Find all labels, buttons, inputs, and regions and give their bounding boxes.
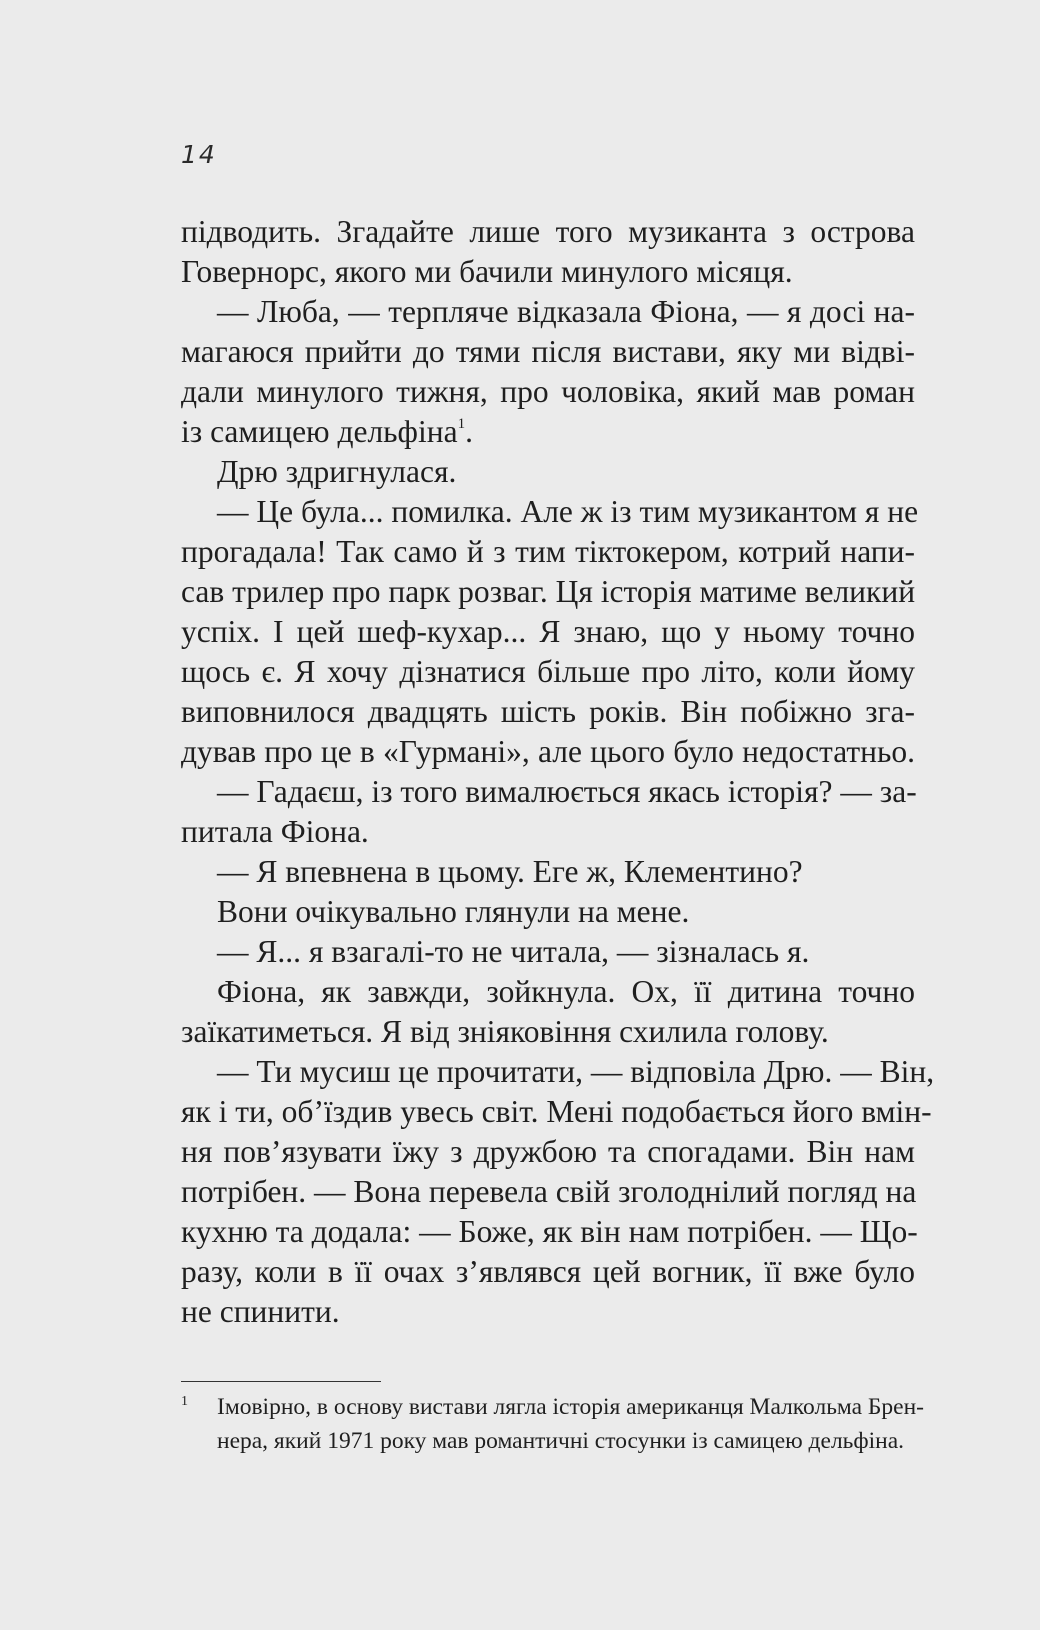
text-line: Фіона, як завжди, зойкнула. Ох, її дитина точно xyxy=(217,974,915,1009)
text-line: успіх. І цей шеф-кухар... Я знаю, що у ньому точно xyxy=(181,614,915,649)
text-line: — Я впевнена в цьому. Еге ж, Клементино? xyxy=(217,854,803,889)
text-line: — Ти мусиш це прочитати, — відповіла Дрю. — Він, xyxy=(217,1054,935,1089)
text-line: Вони очікувально глянули на мене. xyxy=(217,894,690,929)
footnote xyxy=(181,1390,925,1458)
text-line: щось є. Я хочу дізнатися більше про літо, коли йому xyxy=(181,654,915,689)
footnote-line: Імовірно, в основу вистави лягла історія американця Малкольма Брен- xyxy=(217,1394,925,1420)
text-line: Говернорс, якого ми бачили минулого місяця. xyxy=(181,254,793,289)
page-number: 14 xyxy=(181,140,217,169)
text-line: прогадала! Так само й з тим тіктокером, котрий напи- xyxy=(181,534,915,569)
text-line: підводить. Згадайте лише того музиканта з острова xyxy=(181,214,915,249)
text-line-content: із самицею дельфіна xyxy=(181,414,458,449)
text-line: — Гадаєш, із того вималюється якась історія? — за- xyxy=(217,774,917,809)
text-line: сав трилер про парк розваг. Ця історія матиме великий xyxy=(181,574,916,609)
text-line: разу, коли в її очах з’являвся цей вогник, її вже було xyxy=(181,1254,915,1289)
text-line: кухню та додала: — Боже, як він нам потрібен. — Що- xyxy=(181,1214,918,1249)
text-line: заїкатиметься. Я від зніяковіння схилила голову. xyxy=(181,1014,829,1049)
text-line: — Люба, — терпляче відказала Фіона, — я досі на- xyxy=(217,294,915,329)
text-line: питала Фіона. xyxy=(181,814,369,849)
text-line: дали минулого тижня, про чоловіка, який мав роман xyxy=(181,374,915,409)
text-line: — Я... я взагалі-то не читала, — зізналась я. xyxy=(217,934,810,969)
footnote-divider xyxy=(181,1381,381,1382)
body-text xyxy=(181,212,935,1332)
footnote-marker: 1 xyxy=(181,1394,188,1409)
text-line: дував про це в «Гурмані», але цього було недостатньо. xyxy=(181,734,915,769)
text-line: виповнилося двадцять шість років. Він побіжно зга- xyxy=(181,694,915,729)
text-line: потрібен. — Вона перевела свій зголоднілий погляд на xyxy=(181,1174,917,1209)
text-line: — Це була... помилка. Але ж із тим музикантом я не xyxy=(217,494,919,529)
text-line: як і ти, об’їздив увесь світ. Мені подобається його вмін- xyxy=(181,1094,932,1129)
text-line: Дрю здригнулася. xyxy=(217,454,457,489)
text-line: ня пов’язувати їжу з дружбою та спогадами. Він нам xyxy=(181,1134,915,1169)
text-line: не спинити. xyxy=(181,1294,340,1329)
footnote-reference: 1 xyxy=(457,416,466,432)
text-line: магаюся прийти до тями після вистави, яку ми відві- xyxy=(181,334,915,369)
footnote-reference-suffix: . xyxy=(465,414,473,449)
text-line xyxy=(181,412,915,452)
footnote-line: нера, який 1971 року мав романтичні стосунки із самицею дельфіна. xyxy=(217,1428,905,1454)
